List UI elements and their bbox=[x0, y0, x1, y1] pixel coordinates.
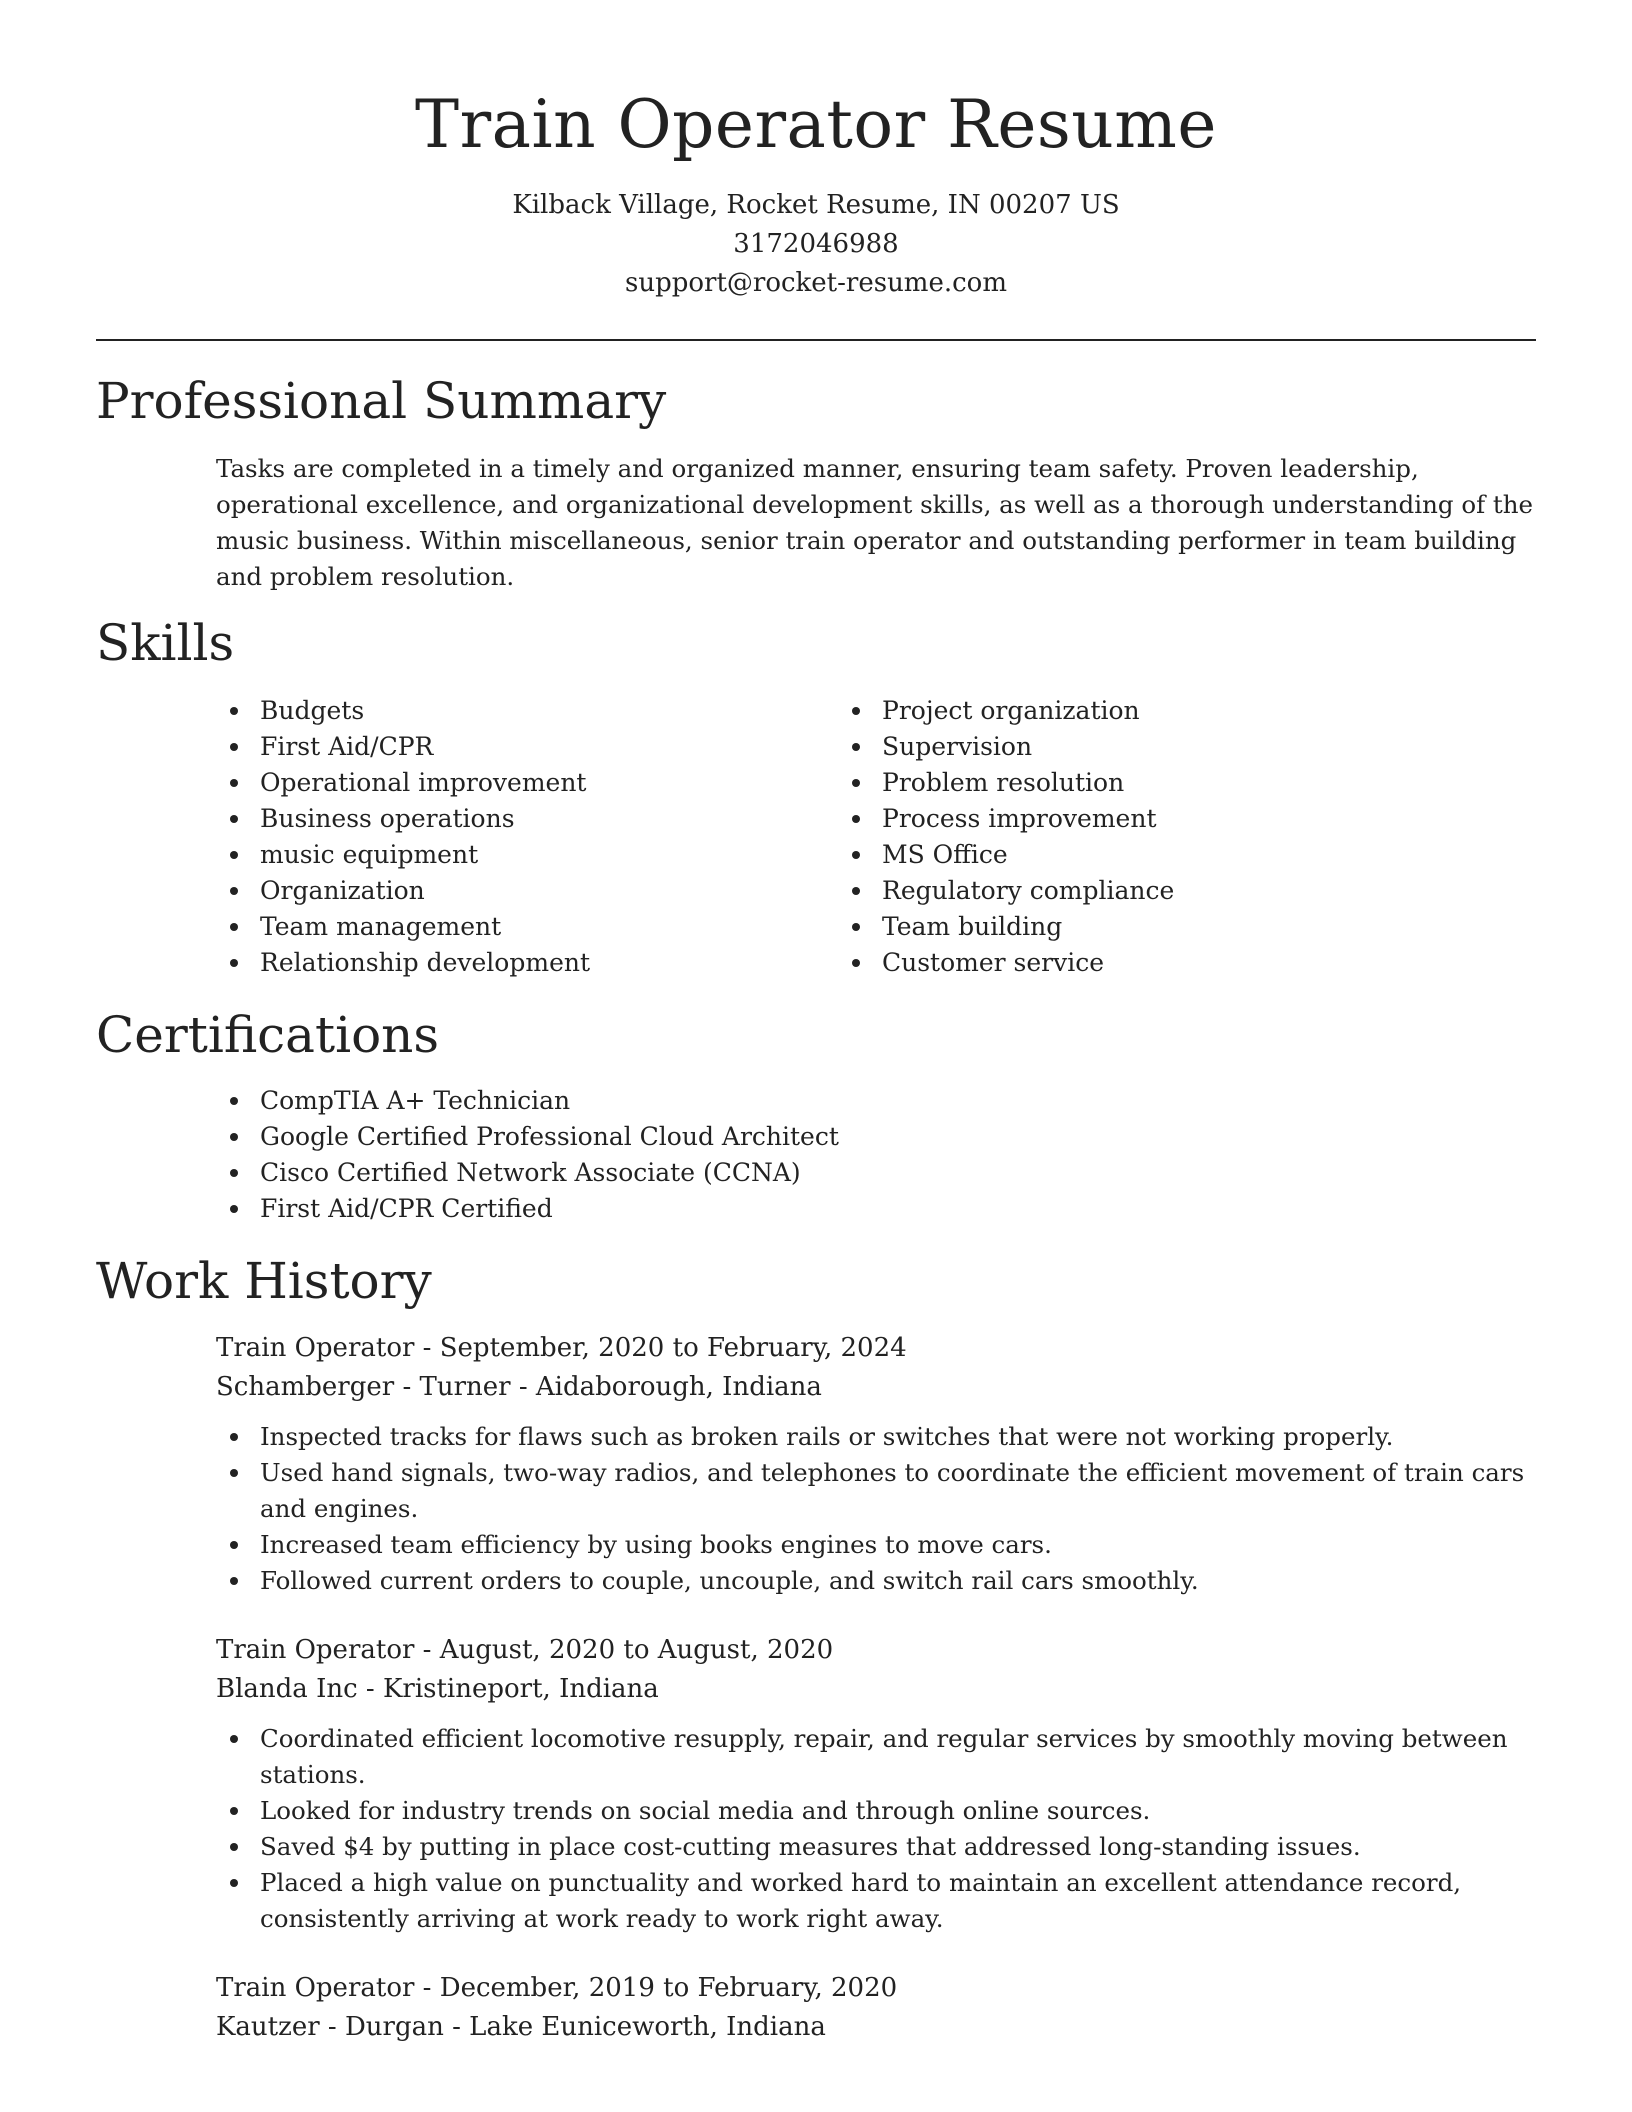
skill-item: Project organization bbox=[882, 693, 1174, 729]
job-entry bbox=[216, 1969, 1536, 2047]
job-entry bbox=[216, 1631, 1536, 1937]
certifications-heading: Certifications bbox=[96, 1006, 440, 1064]
header-divider bbox=[96, 339, 1536, 341]
work-history-heading: Work History bbox=[96, 1252, 432, 1310]
skill-item: Regulatory compliance bbox=[882, 873, 1174, 909]
skill-item: Process improvement bbox=[882, 801, 1174, 837]
job-company-line bbox=[216, 1670, 1536, 1709]
job-duty: Saved $4 by putting in place cost-cutting measures that addressed long-standing issues. bbox=[260, 1829, 1536, 1865]
page-title: Train Operator Resume bbox=[415, 86, 1217, 163]
certifications-list bbox=[96, 1083, 1536, 1227]
skills-heading: Skills bbox=[96, 614, 235, 672]
skill-item: First Aid/CPR bbox=[260, 729, 746, 765]
job-location: - Lake Euniceworth, Indiana bbox=[443, 2012, 826, 2042]
contact-email: support@rocket-resume.com bbox=[624, 268, 1007, 298]
job-duties-list bbox=[216, 1419, 1536, 1599]
job-duty: Inspected tracks for flaws such as broken rails or switches that were not working properly. bbox=[260, 1419, 1536, 1455]
job-title-line bbox=[216, 1631, 1536, 1670]
job-location: - Kristineport, Indiana bbox=[357, 1674, 659, 1704]
skill-item: Team building bbox=[882, 909, 1174, 945]
summary-text: Tasks are completed in a timely and organized manner, ensuring team safety. Proven leadership, operational excellence, and organizational development skills, as well as a thorough understanding of the music business. Within miscellaneous, senior train operator and outstanding performer in team building and problem resolution. bbox=[216, 454, 1534, 591]
contact-phone: 3172046988 bbox=[733, 229, 899, 259]
resume-header bbox=[96, 0, 1536, 303]
skill-item: Customer service bbox=[882, 945, 1174, 981]
certifications-section bbox=[96, 1005, 1536, 1227]
job-company: Schamberger - Turner bbox=[216, 1372, 511, 1402]
job-title: Train Operator bbox=[216, 1635, 415, 1665]
job-duty: Followed current orders to couple, uncouple, and switch rail cars smoothly. bbox=[260, 1563, 1536, 1599]
resume-page bbox=[96, 0, 1536, 2047]
skill-item: music equipment bbox=[260, 837, 746, 873]
skill-item: Budgets bbox=[260, 693, 746, 729]
skills-columns bbox=[96, 693, 1536, 981]
work-history-section bbox=[96, 1251, 1536, 2047]
job-duty: Used hand signals, two-way radios, and telephones to coordinate the efficient movement of train cars and engines. bbox=[260, 1455, 1536, 1527]
job-duty: Placed a high value on punctuality and worked hard to maintain an excellent attendance record, consistently arriving at work ready to work right away. bbox=[260, 1865, 1536, 1937]
job-duty: Increased team efficiency by using books engines to move cars. bbox=[260, 1527, 1536, 1563]
job-title: Train Operator bbox=[216, 1333, 415, 1363]
skill-item: Problem resolution bbox=[882, 765, 1174, 801]
job-company: Kautzer - Durgan bbox=[216, 2012, 444, 2042]
job-dates: - December, 2019 to February, 2020 bbox=[414, 1973, 898, 2003]
skill-item: MS Office bbox=[882, 837, 1174, 873]
job-title: Train Operator bbox=[216, 1973, 415, 2003]
skills-list-right bbox=[746, 693, 1174, 981]
skill-item: Business operations bbox=[260, 801, 746, 837]
skill-item: Supervision bbox=[882, 729, 1174, 765]
job-entry bbox=[216, 1329, 1536, 1599]
certification-item: Google Certified Professional Cloud Architect bbox=[260, 1119, 1536, 1155]
job-duty: Looked for industry trends on social media and through online sources. bbox=[260, 1793, 1536, 1829]
summary-heading: Professional Summary bbox=[96, 372, 667, 430]
job-duties-list bbox=[216, 1721, 1536, 1937]
skill-item: Operational improvement bbox=[260, 765, 746, 801]
job-duty: Coordinated efficient locomotive resupply, repair, and regular services by smoothly moving between stations. bbox=[260, 1721, 1536, 1793]
job-title-line bbox=[216, 1329, 1536, 1368]
job-company-line bbox=[216, 2008, 1536, 2047]
skills-list-left bbox=[96, 693, 746, 981]
job-company: Blanda Inc bbox=[216, 1674, 358, 1704]
contact-block bbox=[96, 186, 1536, 303]
job-title-line bbox=[216, 1969, 1536, 2008]
skills-section bbox=[96, 613, 1536, 981]
skill-item: Organization bbox=[260, 873, 746, 909]
summary-section bbox=[96, 371, 1536, 595]
certification-item: CompTIA A+ Technician bbox=[260, 1083, 1536, 1119]
job-company-line bbox=[216, 1368, 1536, 1407]
skill-item: Team management bbox=[260, 909, 746, 945]
certification-item: Cisco Certified Network Associate (CCNA) bbox=[260, 1155, 1536, 1191]
job-location: - Aidaborough, Indiana bbox=[510, 1372, 822, 1402]
job-dates: - August, 2020 to August, 2020 bbox=[414, 1635, 834, 1665]
skill-item: Relationship development bbox=[260, 945, 746, 981]
contact-address: Kilback Village, Rocket Resume, IN 00207 US bbox=[512, 190, 1120, 220]
certification-item: First Aid/CPR Certified bbox=[260, 1191, 1536, 1227]
job-dates: - September, 2020 to February, 2024 bbox=[414, 1333, 907, 1363]
